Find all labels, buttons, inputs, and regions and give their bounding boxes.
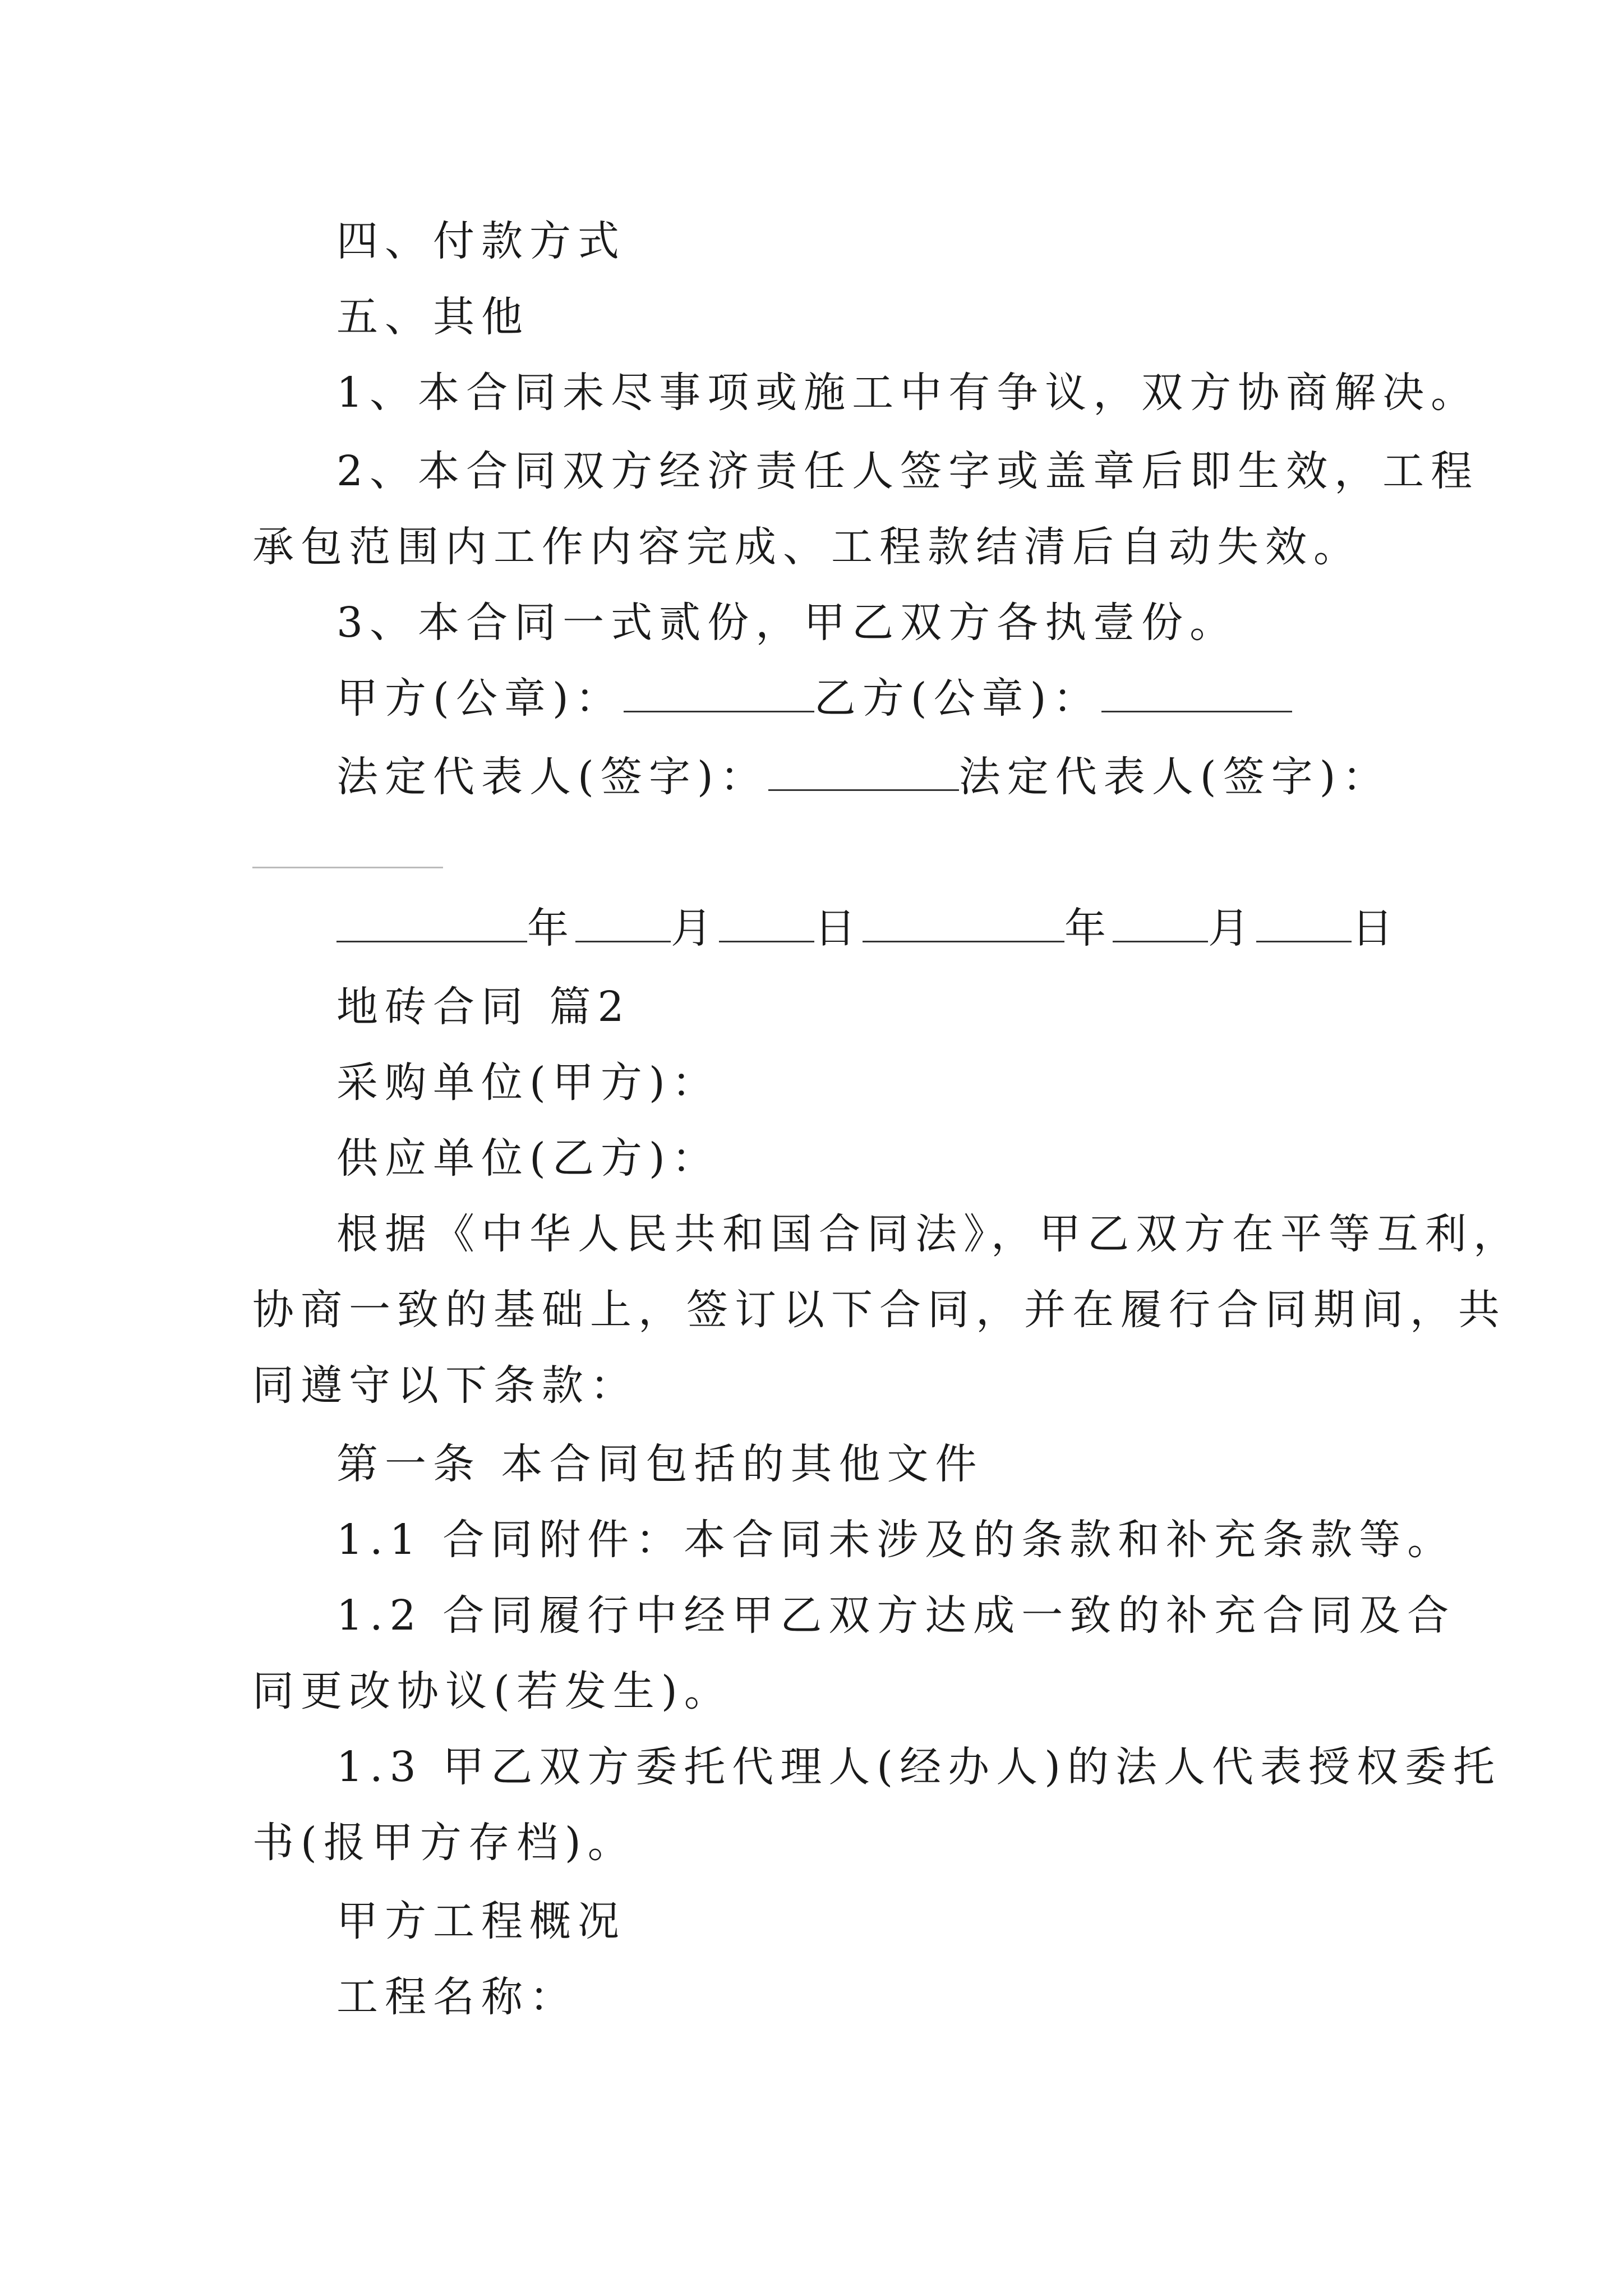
party-b-year-label: 年 <box>1064 904 1113 953</box>
signature-continuation-blank[interactable] <box>252 867 443 868</box>
party-a-seal-blank[interactable] <box>624 671 814 712</box>
supplier-party-b: 供应单位(乙方)： <box>336 1134 720 1182</box>
party-b-month-label: 月 <box>1208 904 1256 953</box>
party-b-representative-label: 法定代表人(签字)： <box>958 753 1391 801</box>
party-a-year-blank[interactable] <box>336 901 527 942</box>
party-b-seal-blank[interactable] <box>1101 671 1292 712</box>
clause-3: 3、本合同一式贰份，甲乙双方各执壹份。 <box>336 599 1238 647</box>
preamble-line-1: 根据《中华人民共和国合同法》，甲乙双方在平等互利， <box>336 1210 1521 1258</box>
date-line <box>336 900 1486 956</box>
project-name-label: 工程名称： <box>336 1973 578 2021</box>
party-a-month-blank[interactable] <box>575 901 671 942</box>
clause-1-3-line-1: 1.3 甲乙双方委托代理人(经办人)的法人代表授权委托 <box>336 1743 1501 1791</box>
party-a-day-label: 日 <box>814 904 863 953</box>
representative-signature-line <box>336 749 1486 805</box>
article-1-title: 第一条 本合同包括的其他文件 <box>336 1440 984 1488</box>
party-b-year-blank[interactable] <box>863 901 1064 942</box>
preamble-line-2: 协商一致的基础上，签订以下合同，并在履行合同期间，共 <box>252 1286 1506 1334</box>
clause-2-line-2: 承包范围内工作内容完成、工程款结清后自动失效。 <box>252 523 1362 571</box>
clause-1-2-line-1: 1.2 合同履行中经甲乙双方达成一致的补充合同及合 <box>336 1591 1456 1640</box>
party-b-day-label: 日 <box>1352 904 1400 953</box>
party-b-day-blank[interactable] <box>1256 901 1352 942</box>
party-a-year-label: 年 <box>527 904 575 953</box>
clause-2-line-1: 2、本合同双方经济责任人签字或盖章后即生效，工程 <box>336 447 1479 495</box>
section-title-part-2: 地砖合同 篇2 <box>336 983 631 1031</box>
party-a-seal-label: 甲方(公章)： <box>336 674 624 723</box>
clause-1-3-line-2: 书(报甲方存档)。 <box>252 1819 636 1867</box>
party-a-day-blank[interactable] <box>719 901 814 942</box>
clause-1-1: 1.1 合同附件：本合同未涉及的条款和补充条款等。 <box>336 1516 1456 1564</box>
purchaser-party-a: 采购单位(甲方)： <box>336 1059 720 1107</box>
party-a-month-label: 月 <box>671 904 719 953</box>
party-a-representative-label: 法定代表人(签字)： <box>336 753 768 801</box>
party-b-seal-label: 乙方(公章)： <box>814 674 1101 723</box>
clause-1: 1、本合同未尽事项或施工中有争议，双方协商解决。 <box>336 369 1479 417</box>
party-b-month-blank[interactable] <box>1113 901 1208 942</box>
preamble-line-3: 同遵守以下条款： <box>252 1361 638 1410</box>
clause-1-2-line-2: 同更改协议(若发生)。 <box>252 1667 732 1715</box>
party-seal-line <box>336 670 1486 726</box>
project-overview-heading: 甲方工程概况 <box>336 1897 626 1945</box>
party-a-representative-blank[interactable] <box>768 750 959 791</box>
heading-payment-method: 四、付款方式 <box>336 217 626 265</box>
heading-other: 五、其他 <box>336 293 529 341</box>
